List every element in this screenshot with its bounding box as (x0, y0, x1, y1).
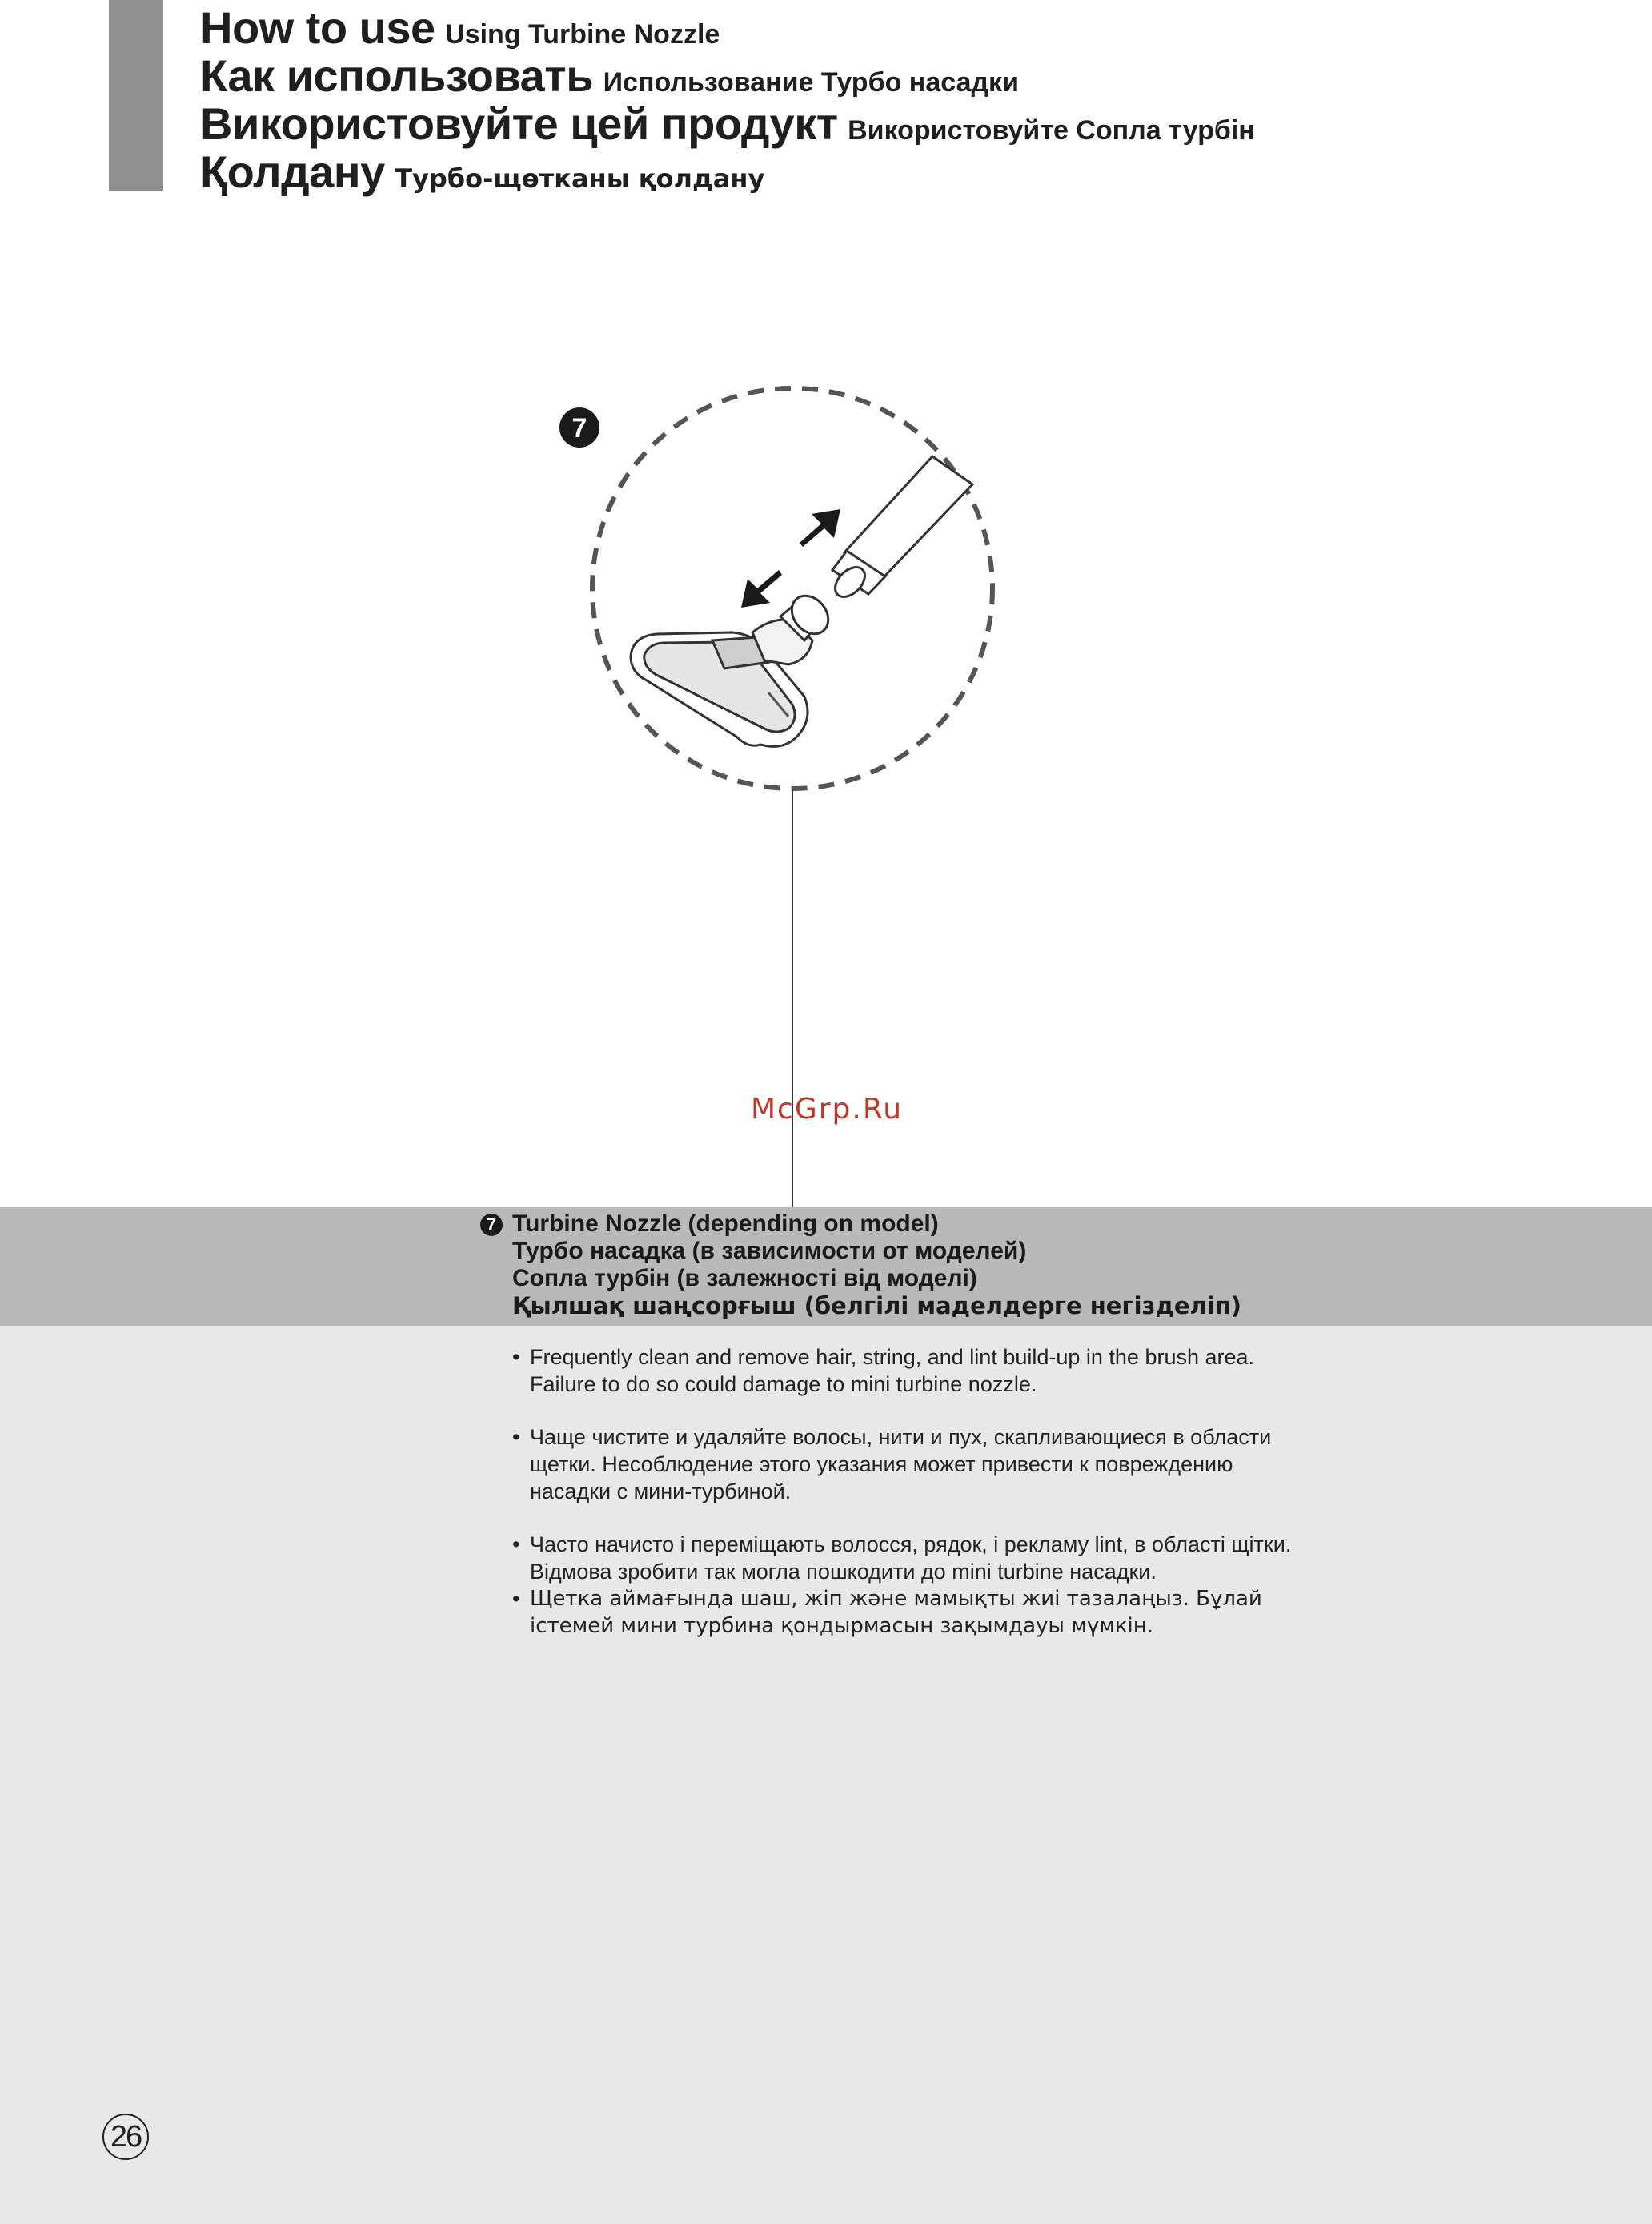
bullet-dot: • (512, 1587, 520, 1611)
section-badge: 7 (480, 1214, 503, 1236)
list-item-line: щетки. Несоблюдение этого указания может привести к повреждению (530, 1452, 1233, 1476)
list-item-line: Часто начисто і переміщають волосся, рядок, і рекламу lint, в області щітки. (530, 1532, 1292, 1556)
list-item (512, 1343, 1254, 1398)
step-badge (559, 407, 599, 448)
header-subtitle: Турбо-щөтканы қолдану (395, 163, 765, 194)
list-item-line: Frequently clean and remove hair, string, and lint build-up in the brush area. (530, 1345, 1255, 1369)
list-item-line: Щетка аймағында шаш, жіп және мамықты жиі тазалаңыз. Бұлай (530, 1587, 1262, 1611)
section-title-en: Turbine Nozzle (depending on model) (512, 1210, 939, 1237)
list-item-line: насадки с мини-турбиной. (530, 1479, 792, 1503)
list-item-line: Failure to do so could damage to mini turbine nozzle. (530, 1372, 1037, 1396)
header-title: Как использовать (200, 50, 594, 101)
list-item (512, 1423, 1271, 1505)
section-title-kz: Қылшақ шаңсорғыш (белгілі маделдерге негізделіп) (512, 1292, 1241, 1319)
list-item-line: істемей мини турбина қондырмасын зақымдауы мүмкін. (530, 1614, 1154, 1638)
section-title-ru: Турбо насадка (в зависимости от моделей) (512, 1238, 1027, 1264)
header-subtitle: Using Turbine Nozzle (445, 19, 720, 50)
bullet-dot: • (512, 1532, 520, 1556)
turbine-nozzle-head (631, 588, 836, 746)
section-titles (512, 1210, 1241, 1319)
list-item (512, 1531, 1291, 1585)
direction-arrows (741, 509, 840, 608)
header-subtitle: Використовуйте Сопла турбін (848, 115, 1255, 146)
list-item-line: Відмова зробити так могла пошкодити до mini turbine насадки. (530, 1560, 1157, 1584)
header-subtitle: Использование Турбо насадки (603, 67, 1019, 98)
wand-tube (830, 456, 972, 602)
header-title: Використовуйте цей продукт (200, 98, 838, 149)
watermark: McGrp.Ru (751, 1093, 904, 1126)
page-number: 26 (102, 2114, 149, 2160)
section-title-uk: Сопла турбін (в залежності від моделі) (512, 1265, 977, 1291)
bullet-dot: • (512, 1425, 520, 1449)
step-badge-number: 7 (571, 413, 587, 444)
header-title: How to use (200, 2, 435, 53)
list-item (512, 1585, 1262, 1640)
header-title: Қолдану (200, 147, 385, 197)
list-item-line: Чаще чистите и удаляйте волосы, нити и пух, скапливающиеся в области (530, 1425, 1272, 1449)
bullet-dot: • (512, 1345, 520, 1369)
